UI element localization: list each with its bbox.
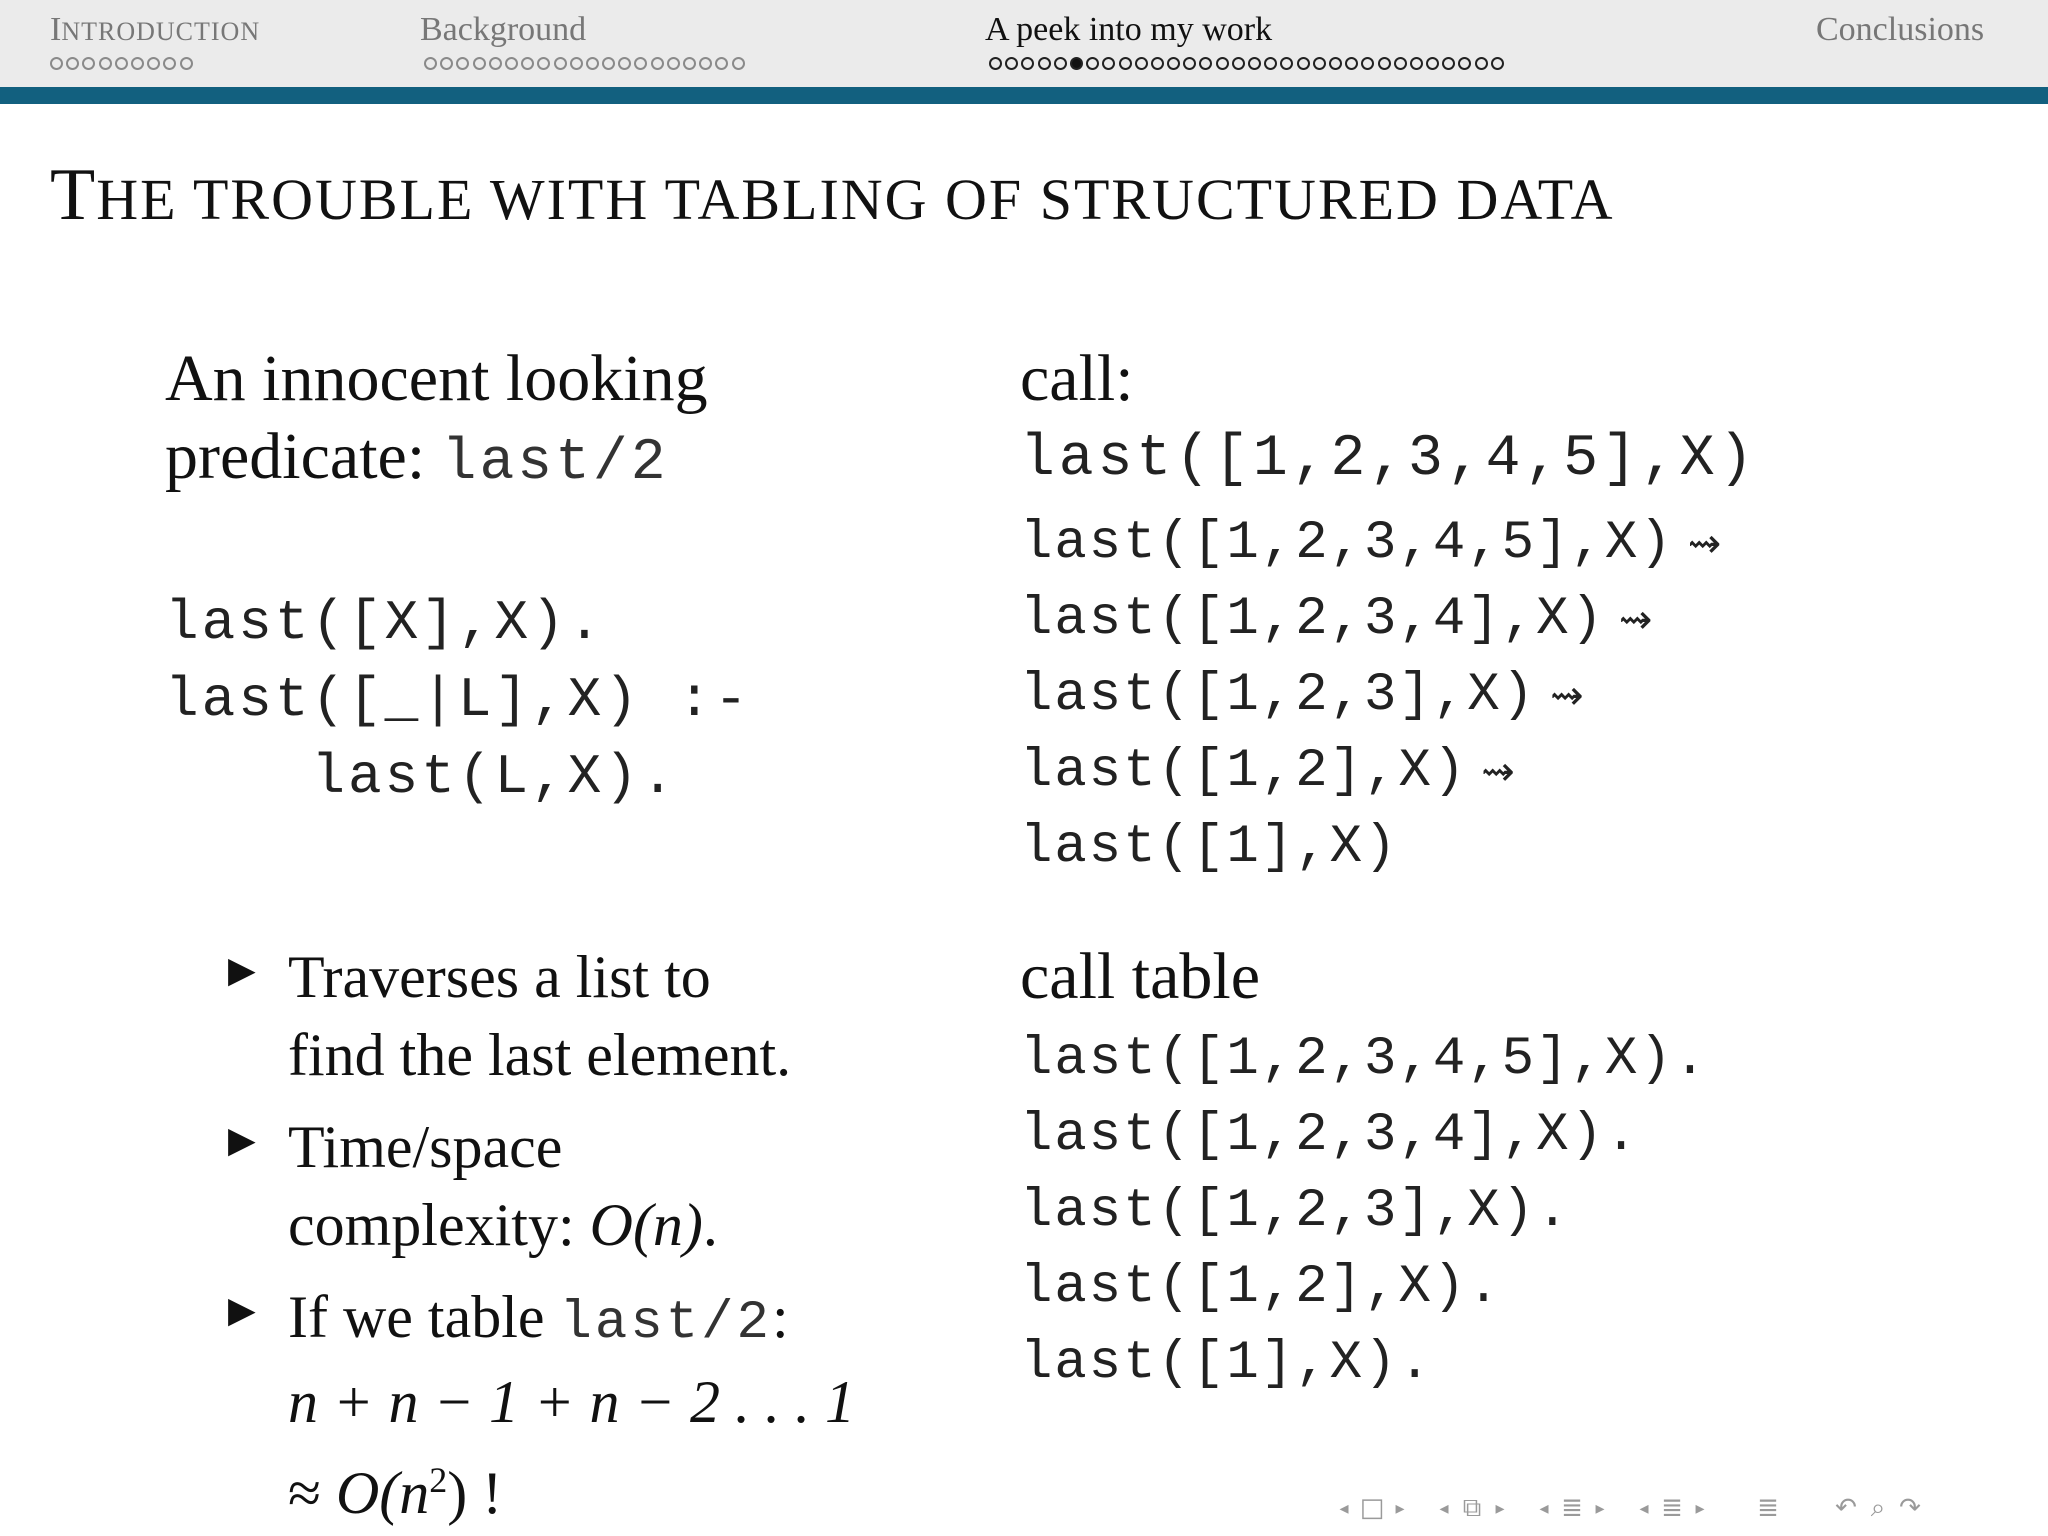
call-table-entry: last([1,2,3,4,5],X). <box>1020 1029 1709 1090</box>
nav-frame-dot[interactable] <box>521 57 534 70</box>
nav-frame-dot[interactable] <box>1086 57 1099 70</box>
call-goal: last([1,2,3,4,5],X) <box>1020 427 1758 492</box>
beamer-navigation-symbols <box>1335 1490 1929 1526</box>
nav-frame-dot[interactable] <box>732 57 745 70</box>
subsection-back-icon[interactable]: ◂ <box>1439 1497 1449 1519</box>
leads-to-icon: ⇝ <box>1550 673 1584 719</box>
derivation-step: last([1,2],X) ⇝ <box>1020 741 1515 802</box>
nav-frame-dot[interactable] <box>699 57 712 70</box>
back-icon[interactable]: ◂ <box>1639 1497 1649 1519</box>
undo-icon[interactable]: ↶ <box>1835 1493 1857 1523</box>
nav-frame-dot[interactable] <box>163 57 176 70</box>
leads-to-icon: ⇝ <box>1687 521 1722 567</box>
frame-title: THE TROUBLE WITH TABLING OF STRUCTURED DATA <box>50 154 1615 236</box>
forward-icon[interactable]: ▸ <box>1695 1497 1705 1519</box>
nav-frame-dot[interactable] <box>634 57 647 70</box>
nav-frame-dot[interactable] <box>424 57 437 70</box>
nav-frame-dot[interactable] <box>1054 57 1067 70</box>
nav-frame-dots[interactable] <box>424 57 745 70</box>
nav-frame-dot[interactable] <box>1167 57 1180 70</box>
derivation-step: last([1,2,3],X) ⇝ <box>1020 665 1584 726</box>
nav-section-label[interactable]: INTRODUCTION <box>50 11 261 48</box>
derivation-step: last([1,2,3,4,5],X) ⇝ <box>1020 513 1722 574</box>
nav-frame-dot[interactable] <box>586 57 599 70</box>
code-line: last([_|L],X) :- <box>165 668 751 732</box>
nav-frame-dot[interactable] <box>1491 57 1504 70</box>
call-heading: call: <box>1020 342 1134 415</box>
code-line: last(L,X). <box>165 745 678 809</box>
nav-frame-dot[interactable] <box>554 57 567 70</box>
nav-frame-dot[interactable] <box>473 57 486 70</box>
section-forward-icon[interactable]: ▸ <box>1595 1497 1605 1519</box>
nav-frame-dot[interactable] <box>1313 57 1326 70</box>
nav-frame-dot[interactable] <box>131 57 144 70</box>
call-table-heading: call table <box>1020 940 1261 1013</box>
section-back-icon[interactable]: ◂ <box>1539 1497 1549 1519</box>
subsection-forward-icon[interactable]: ▸ <box>1495 1497 1505 1519</box>
nav-frame-dot[interactable] <box>570 57 583 70</box>
leads-to-icon: ⇝ <box>1618 597 1653 643</box>
nav-frame-dot[interactable] <box>1345 57 1358 70</box>
bullet-text: If we table last/2: <box>288 1284 789 1354</box>
call-table-entry: last([1],X). <box>1020 1333 1433 1394</box>
bullet-triangle-icon: ▶ <box>228 1290 256 1331</box>
nav-frame-dot[interactable] <box>1378 57 1391 70</box>
nav-frame-dot[interactable] <box>1005 57 1018 70</box>
nav-frame-dot[interactable] <box>82 57 95 70</box>
nav-frame-dot[interactable] <box>683 57 696 70</box>
frame-icon[interactable]: □ <box>1359 1493 1385 1523</box>
nav-frame-dot[interactable] <box>1297 57 1310 70</box>
bullet-triangle-icon: ▶ <box>228 950 256 991</box>
nav-frame-dot[interactable] <box>1361 57 1374 70</box>
nav-frame-dot[interactable] <box>1232 57 1245 70</box>
nav-frame-dot[interactable] <box>651 57 664 70</box>
nav-frame-dot[interactable] <box>489 57 502 70</box>
nav-frame-dot[interactable] <box>1183 57 1196 70</box>
nav-frame-dot[interactable] <box>440 57 453 70</box>
nav-frame-dot[interactable] <box>667 57 680 70</box>
nav-frame-dot[interactable] <box>1119 57 1132 70</box>
navigation-bar <box>0 0 2048 87</box>
leads-to-icon: ⇝ <box>1481 749 1515 795</box>
nav-frame-dots[interactable] <box>989 57 1504 70</box>
nav-frame-dot[interactable] <box>1248 57 1261 70</box>
bullet-formula: n + n − 1 + n − 2 . . . 1 <box>288 1369 855 1435</box>
redo-icon[interactable]: ↷ <box>1899 1493 1921 1523</box>
left-heading <box>165 340 708 503</box>
nav-frame-dot[interactable] <box>1458 57 1471 70</box>
nav-frame-dot[interactable] <box>1280 57 1293 70</box>
code-line: last([X],X). <box>165 591 605 655</box>
nav-frame-dots[interactable] <box>50 57 193 70</box>
nav-frame-dot[interactable] <box>1070 57 1083 70</box>
nav-frame-dot[interactable] <box>147 57 160 70</box>
nav-frame-dot[interactable] <box>1151 57 1164 70</box>
frame-forward-icon[interactable]: ▸ <box>1395 1497 1405 1519</box>
derivation-step: last([1],X) <box>1020 817 1399 878</box>
bullet-triangle-icon: ▶ <box>228 1120 256 1161</box>
nav-frame-dot[interactable] <box>1216 57 1229 70</box>
nav-section-label[interactable]: Conclusions <box>1816 11 1985 48</box>
call-table-entry: last([1,2],X). <box>1020 1257 1502 1318</box>
bullet-text: complexity: O(n). <box>288 1192 718 1258</box>
derivation-step: last([1,2,3,4],X) ⇝ <box>1020 589 1653 650</box>
nav-frame-dot[interactable] <box>715 57 728 70</box>
navigation-divider <box>0 87 2048 104</box>
left-heading-line2: predicate: last/2 <box>165 420 669 496</box>
nav-frame-dot[interactable] <box>1442 57 1455 70</box>
nav-frame-dot[interactable] <box>99 57 112 70</box>
bullet-text: Time/space <box>288 1114 563 1180</box>
bullet-text: find the last element. <box>288 1022 792 1088</box>
nav-frame-dot[interactable] <box>602 57 615 70</box>
nav-frame-dot[interactable] <box>1199 57 1212 70</box>
search-icon[interactable]: ⌕ <box>1870 1492 1886 1523</box>
nav-frame-dot[interactable] <box>1135 57 1148 70</box>
bullet-formula: ≈ $O(n^2)$ ! <box>288 1460 503 1526</box>
nav-frame-dot[interactable] <box>1038 57 1051 70</box>
nav-section-label[interactable]: Background <box>420 11 587 48</box>
nav-section-label[interactable]: A peek into my work <box>985 11 1273 48</box>
nav-frame-dot[interactable] <box>456 57 469 70</box>
nav-frame-dot[interactable] <box>50 57 63 70</box>
section-icon[interactable]: ≣ <box>1561 1493 1583 1523</box>
nav-frame-dot[interactable] <box>989 57 1002 70</box>
toc-icon[interactable]: ≣ <box>1661 1493 1683 1523</box>
nav-frame-dot[interactable] <box>115 57 128 70</box>
nav-frame-dot[interactable] <box>505 57 518 70</box>
left-heading-line1: An innocent looking <box>165 342 708 415</box>
nav-frame-dot[interactable] <box>1410 57 1423 70</box>
outline-icon[interactable]: ≣ <box>1757 1493 1779 1523</box>
nav-frame-dot[interactable] <box>66 57 79 70</box>
call-table-entry: last([1,2,3],X). <box>1020 1181 1571 1242</box>
nav-frame-dot[interactable] <box>537 57 550 70</box>
nav-frame-dot[interactable] <box>1021 57 1034 70</box>
frame-back-icon[interactable]: ◂ <box>1339 1497 1349 1519</box>
bullet-text: Traverses a list to <box>288 944 711 1010</box>
nav-frame-dot[interactable] <box>180 57 193 70</box>
nav-frame-dot[interactable] <box>1475 57 1488 70</box>
nav-frame-dot[interactable] <box>1426 57 1439 70</box>
nav-frame-dot[interactable] <box>618 57 631 70</box>
nav-frame-dot[interactable] <box>1394 57 1407 70</box>
nav-frame-dot[interactable] <box>1264 57 1277 70</box>
nav-frame-dot[interactable] <box>1102 57 1115 70</box>
subsection-icon[interactable]: ⧉ <box>1462 1492 1482 1523</box>
call-table-entry: last([1,2,3,4],X). <box>1020 1105 1640 1166</box>
nav-frame-dot[interactable] <box>1329 57 1342 70</box>
